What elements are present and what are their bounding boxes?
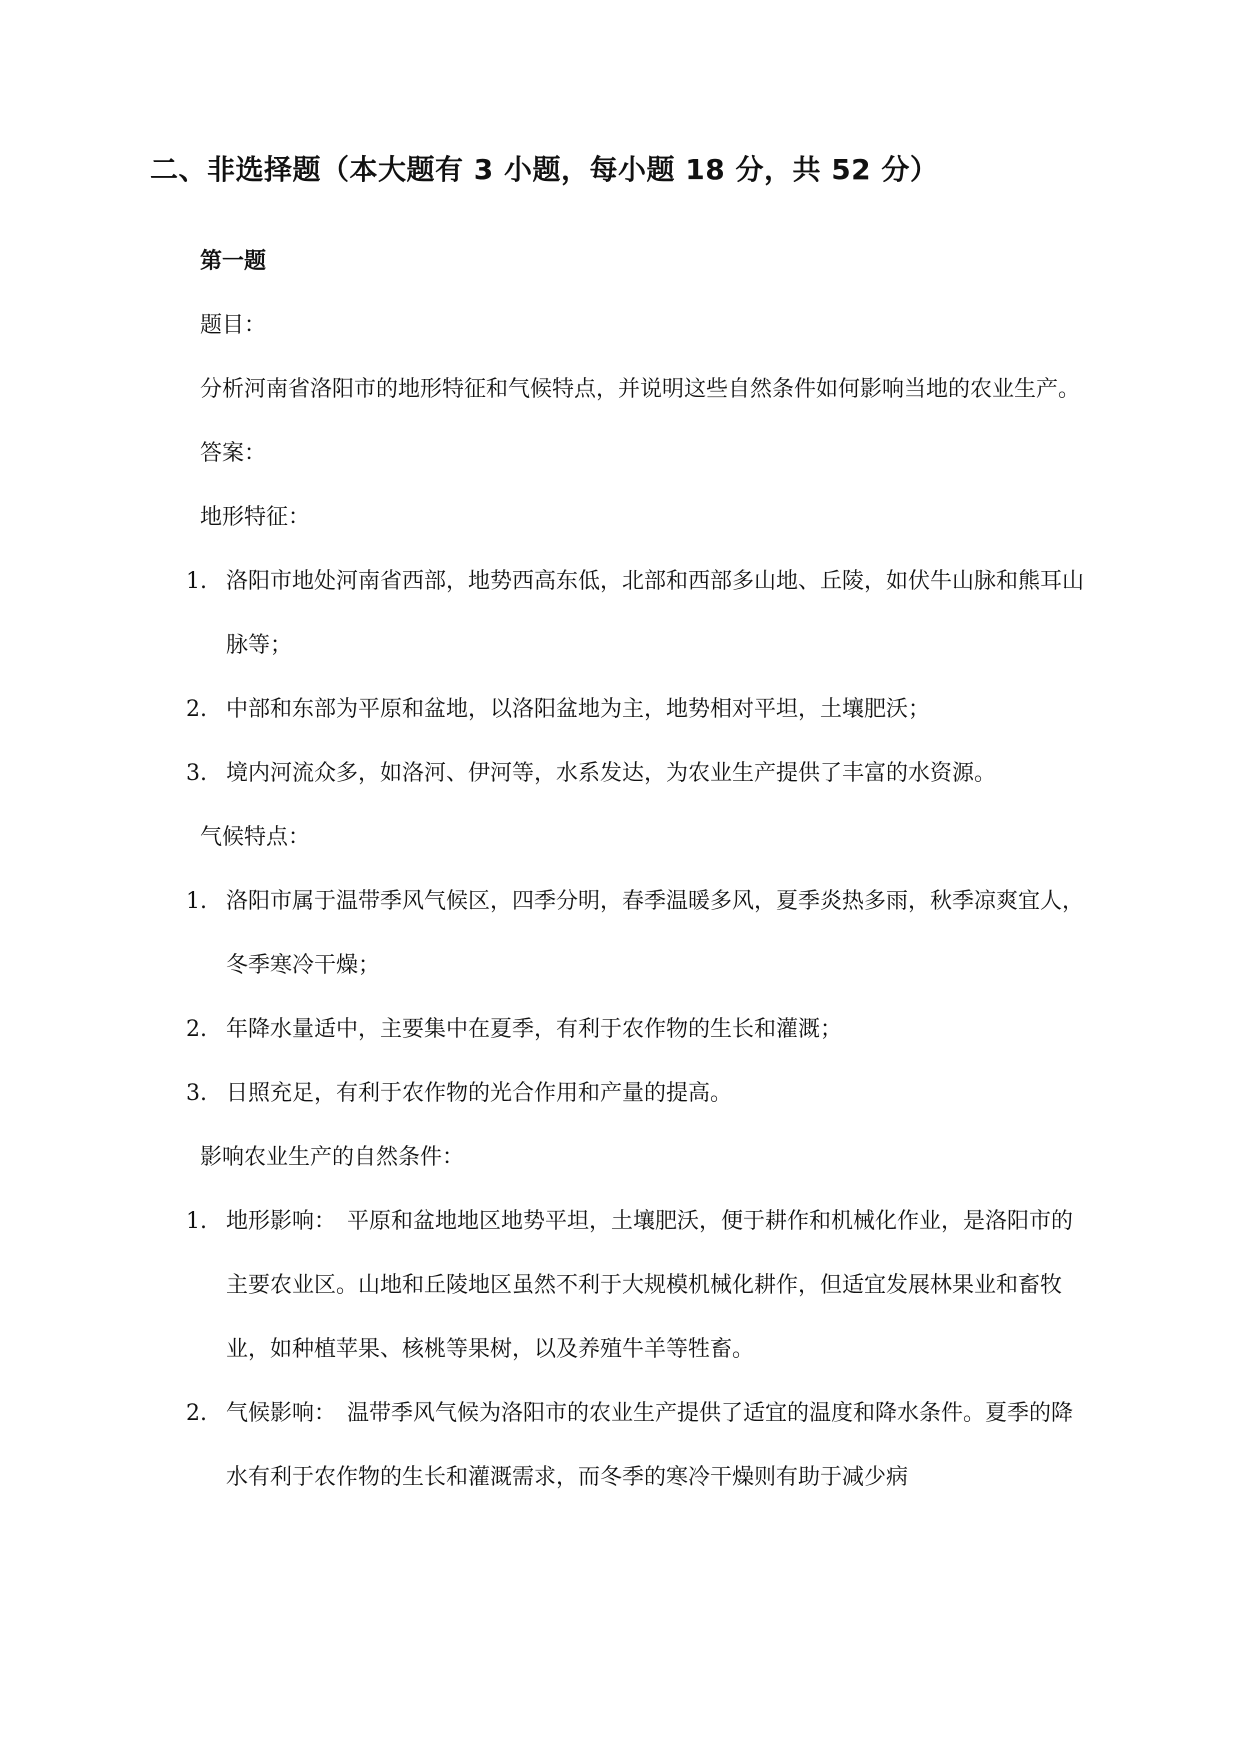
terrain-label: 地形特征： bbox=[200, 505, 311, 530]
list-item bbox=[186, 998, 1090, 1062]
list-item-text: 年降水量适中，主要集中在夏季，有利于农作物的生长和灌溉； bbox=[226, 1017, 843, 1042]
list-item-number: 2. bbox=[186, 1401, 207, 1426]
answer-label: 答案： bbox=[200, 441, 267, 466]
list-item-number: 3. bbox=[186, 1081, 207, 1106]
impact-label: 影响农业生产的自然条件： bbox=[200, 1145, 465, 1170]
list-item-text: 洛阳市地处河南省西部，地势西高东低，北部和西部多山地、丘陵，如伏牛山脉和熊耳山脉等； bbox=[226, 569, 1085, 658]
list-item-number: 1. bbox=[186, 1209, 207, 1234]
list-item bbox=[186, 678, 1090, 742]
list-item bbox=[186, 1190, 1090, 1382]
question-title: 第一题 bbox=[200, 249, 267, 274]
climate-label: 气候特点： bbox=[200, 825, 311, 850]
question-content bbox=[186, 230, 1090, 1510]
prompt-label: 题目： bbox=[200, 313, 267, 338]
list-item-number: 1. bbox=[186, 889, 207, 914]
list-item bbox=[186, 550, 1090, 678]
list-item bbox=[186, 870, 1090, 998]
terrain-list bbox=[186, 550, 1090, 806]
list-item-text: 地形影响： 平原和盆地地区地势平坦，土壤肥沃，便于耕作和机械化作业，是洛阳市的主要农业区。山地和丘陵地区虽然不利于大规模机械化耕作，但适宜发展林果业和畜牧业，如种植苹果、核桃等果树，以及养殖牛羊等牲畜。 bbox=[226, 1209, 1074, 1362]
climate-list bbox=[186, 870, 1090, 1126]
list-item bbox=[186, 1382, 1090, 1510]
list-item-text: 境内河流众多，如洛河、伊河等，水系发达，为农业生产提供了丰富的水资源。 bbox=[226, 761, 997, 786]
list-item-number: 3. bbox=[186, 761, 207, 786]
list-item-number: 1. bbox=[186, 569, 207, 594]
impact-list bbox=[186, 1190, 1090, 1510]
list-item-number: 2. bbox=[186, 697, 207, 722]
list-item-text: 洛阳市属于温带季风气候区，四季分明，春季温暖多风，夏季炎热多雨，秋季凉爽宜人，冬季寒冷干燥； bbox=[226, 889, 1085, 978]
list-item-text: 气候影响： 温带季风气候为洛阳市的农业生产提供了适宜的温度和降水条件。夏季的降水有利于农作物的生长和灌溉需求，而冬季的寒冷干燥则有助于减少病 bbox=[226, 1401, 1074, 1490]
prompt-text: 分析河南省洛阳市的地形特征和气候特点，并说明这些自然条件如何影响当地的农业生产。 bbox=[200, 377, 1081, 402]
section-heading: 二、非选择题（本大题有 3 小题，每小题 18 分，共 52 分） bbox=[150, 153, 939, 186]
list-item-text: 中部和东部为平原和盆地，以洛阳盆地为主，地势相对平坦，土壤肥沃； bbox=[226, 697, 931, 722]
list-item-number: 2. bbox=[186, 1017, 207, 1042]
list-item-text: 日照充足，有利于农作物的光合作用和产量的提高。 bbox=[226, 1081, 733, 1106]
list-item bbox=[186, 742, 1090, 806]
list-item bbox=[186, 1062, 1090, 1126]
